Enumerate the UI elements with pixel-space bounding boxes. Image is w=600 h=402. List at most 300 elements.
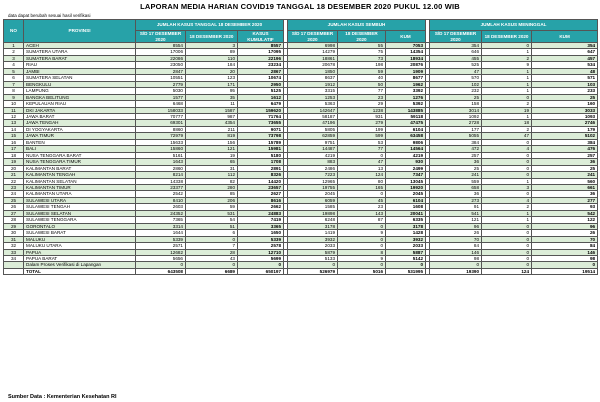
table-cell: NUSA TENGGARA TIMUR xyxy=(24,159,136,165)
table-cell: 22196 xyxy=(238,55,284,61)
table-cell: 34 xyxy=(4,255,24,261)
table-cell: 59 xyxy=(338,68,386,74)
table-cell: 14279 xyxy=(288,49,338,55)
table-cell: 2 xyxy=(482,101,532,107)
table-cell: 2779 xyxy=(136,81,186,87)
table-cell: 20678 xyxy=(288,62,338,68)
table-cell: 22 xyxy=(4,178,24,184)
table-cell: 0 xyxy=(136,262,186,268)
table-cell: 8410 xyxy=(136,197,186,203)
table-cell: 5125 xyxy=(238,88,284,94)
table-cell: 9751 xyxy=(288,139,338,145)
table-cell: 71764 xyxy=(238,113,284,119)
table-cell: 19514 xyxy=(532,268,598,274)
table-cell: 12682 xyxy=(136,249,186,255)
table-cell: SULAWESI TENGGARA xyxy=(24,217,136,223)
table-cell: KEPULAUAN RIAU xyxy=(24,101,136,107)
table-cell: 121 xyxy=(430,217,482,223)
table-cell: 23 xyxy=(338,204,386,210)
table-cell: BANGKA BELITUNG xyxy=(24,94,136,100)
table-cell: 47 xyxy=(482,133,532,139)
table-cell: 1253 xyxy=(288,94,338,100)
table-cell: 15981 xyxy=(238,146,284,152)
table-cell: 658 xyxy=(430,184,482,190)
table-cell: 3 xyxy=(4,55,24,61)
table-cell: 257 xyxy=(430,152,482,158)
table-cell: 5699 xyxy=(238,255,284,261)
table-cell: 930 xyxy=(386,159,426,165)
table-cell: 1 xyxy=(482,178,532,184)
table-cell: 124 xyxy=(338,172,386,178)
table-cell: 1 xyxy=(482,75,532,81)
table-cell: 8677 xyxy=(386,75,426,81)
table-cell: 23377 xyxy=(136,184,186,190)
table-cell: 82 xyxy=(186,178,238,184)
table-cell: KALIMANTAN TENGAH xyxy=(24,172,136,178)
table-cell: 0 xyxy=(338,243,386,249)
table-cell: 6335 xyxy=(386,217,426,223)
table-cell: 1092 xyxy=(430,113,482,119)
table-cell: 77 xyxy=(338,146,386,152)
table-cell: 3178 xyxy=(386,223,426,229)
table-cell: 0 xyxy=(482,262,532,268)
table-cell: 0 xyxy=(482,255,532,261)
table-cell: 0 xyxy=(186,236,238,242)
table-cell: 1 xyxy=(482,88,532,94)
table-cell: 354 xyxy=(532,43,598,49)
table-cell: SULAWESI SELATAN xyxy=(24,210,136,216)
table-cell: 23234 xyxy=(238,62,284,68)
table-cell: 6 xyxy=(4,75,24,81)
table-cell: 47475 xyxy=(386,120,426,126)
table-cell: 0 xyxy=(338,191,386,197)
table-cell: 6104 xyxy=(386,197,426,203)
table-cell: 17095 xyxy=(238,49,284,55)
table-cell: 206 xyxy=(186,197,238,203)
table-cell: 8860 xyxy=(136,126,186,132)
table-cell: 1577 xyxy=(136,94,186,100)
table-cell: 7365 xyxy=(136,217,186,223)
data-source: Sumber Data : Kementerian Kesehatan RI xyxy=(8,394,117,400)
table-cell: 171 xyxy=(186,81,238,87)
table-cell: BALI xyxy=(24,146,136,152)
table-cell: 6 xyxy=(186,230,238,236)
table-cell: 3314 xyxy=(136,223,186,229)
table-cell: 158033 xyxy=(136,107,186,113)
table-cell: PAPUA xyxy=(24,249,136,255)
header-group-kasus: JUMLAH KASUS TANGGAL 18 DESEMBER 2020 xyxy=(136,20,284,31)
table-cell: 2627 xyxy=(238,191,284,197)
header-sembuh-s17: S/D 17 DESEMBER 2020 xyxy=(288,31,338,43)
table-cell: 4219 xyxy=(288,152,338,158)
table-cell: 0 xyxy=(482,152,532,158)
table-cell: 89 xyxy=(186,49,238,55)
table-cell: 987 xyxy=(186,113,238,119)
table-cell: 1912 xyxy=(288,81,338,87)
table-cell: 146 xyxy=(430,249,482,255)
table-cell: 457 xyxy=(532,55,598,61)
table-cell: 36 xyxy=(430,191,482,197)
table-cell: RIAU xyxy=(24,62,136,68)
table-cell: 8214 xyxy=(136,172,186,178)
table-cell: 20041 xyxy=(386,210,426,216)
table-cell: 77 xyxy=(338,88,386,94)
table-cell: 280 xyxy=(186,184,238,190)
table-cell: 33 xyxy=(4,249,24,255)
table-cell: 541 xyxy=(430,210,482,216)
table-cell: 3315 xyxy=(288,88,338,94)
table-cell: 3 xyxy=(186,43,238,49)
table-cell: 177 xyxy=(430,126,482,132)
table-cell: 19 xyxy=(4,159,24,165)
table-cell: 48 xyxy=(532,68,598,74)
table-cell: 165 xyxy=(338,184,386,190)
table-cell: 0 xyxy=(482,172,532,178)
table-cell: 1643 xyxy=(136,159,186,165)
table-cell: 5887 xyxy=(386,249,426,255)
table-cell: 0 xyxy=(482,165,532,171)
table-cell: 2486 xyxy=(288,165,338,171)
header-group-meninggal: JUMLAH KASUS MENINGGAL xyxy=(430,20,598,31)
table-cell: 6998 xyxy=(288,43,338,49)
table-cell: 73655 xyxy=(238,120,284,126)
table-body xyxy=(4,43,598,275)
table-cell xyxy=(4,268,24,274)
table-cell: SULAWESI BARAT xyxy=(24,230,136,236)
table-cell: 18934 xyxy=(386,55,426,61)
table-cell: 69301 xyxy=(136,120,186,126)
table-cell: 257 xyxy=(532,152,598,158)
header-kasus-kumulatif: KASUS KUMULATIF xyxy=(238,31,284,43)
table-cell: 2 xyxy=(482,204,532,210)
table-cell: BANTEN xyxy=(24,139,136,145)
table-cell: 4 xyxy=(4,62,24,68)
table-cell: 19898 xyxy=(288,210,338,216)
table-cell: 36 xyxy=(430,159,482,165)
table-cell: PAPUA BARAT xyxy=(24,255,136,261)
table-cell: DKI JAKARTA xyxy=(24,107,136,113)
table-cell: 19920 xyxy=(386,184,426,190)
table-cell: 62859 xyxy=(288,133,338,139)
table-cell: 6468 xyxy=(136,101,186,107)
table-cell: 98 xyxy=(430,255,482,261)
table-cell: 146 xyxy=(532,249,598,255)
table-cell: 0 xyxy=(338,152,386,158)
table-cell: SUMATERA BARAT xyxy=(24,55,136,61)
table-cell: 8554 xyxy=(136,43,186,49)
table-cell: 19 xyxy=(186,152,238,158)
header-meninggal-s17: S/D 17 DESEMBER 2020 xyxy=(430,31,482,43)
table-cell: 5133 xyxy=(288,255,338,261)
table-cell: 5879 xyxy=(288,249,338,255)
table-cell: 526979 xyxy=(288,268,338,274)
table-cell: 10551 xyxy=(136,75,186,81)
table-cell: 241 xyxy=(430,172,482,178)
table-cell: KALIMANTAN TIMUR xyxy=(24,184,136,190)
table-cell: 3932 xyxy=(386,236,426,242)
table-cell: 1093 xyxy=(532,113,598,119)
table-cell: KALIMANTAN UTARA xyxy=(24,191,136,197)
table-cell: 2033 xyxy=(386,243,426,249)
table-cell: 1644 xyxy=(136,230,186,236)
table-cell: SULAWESI UTARA xyxy=(24,197,136,203)
table-cell: 0 xyxy=(482,191,532,197)
table-cell: 26 xyxy=(532,230,598,236)
header-sembuh-18: 18 DESEMBER 2020 xyxy=(338,31,386,43)
header-provinsi: PROVINSI xyxy=(24,20,136,43)
table-cell: 47 xyxy=(338,159,386,165)
table-cell: 599 xyxy=(338,133,386,139)
table-cell: 31 xyxy=(4,236,24,242)
table-cell: 55 xyxy=(338,43,386,49)
table-cell: 3365 xyxy=(238,223,284,229)
table-cell: 21 xyxy=(4,172,24,178)
table-cell: 5656 xyxy=(136,255,186,261)
table-cell: 15 xyxy=(4,133,24,139)
table-cell: 8326 xyxy=(238,172,284,178)
table-cell: GORONTALO xyxy=(24,223,136,229)
table-cell: 123 xyxy=(186,75,238,81)
table-cell: 20876 xyxy=(386,62,426,68)
table-cell: 211 xyxy=(186,126,238,132)
table-cell: 13 xyxy=(338,165,386,171)
table-cell: 15789 xyxy=(238,139,284,145)
table-cell: 570 xyxy=(430,75,482,81)
table-cell: LAMPUNG xyxy=(24,88,136,94)
table-cell: 8 xyxy=(338,249,386,255)
table-cell: 0 xyxy=(386,262,426,268)
table-cell: 931 xyxy=(338,113,386,119)
table-cell: 1909 xyxy=(386,68,426,74)
table-cell: 0 xyxy=(482,236,532,242)
table-cell: Dalam Proses Verifikasi di Lapangan xyxy=(24,262,136,268)
table-cell: 54 xyxy=(186,217,238,223)
table-cell: 2542 xyxy=(136,191,186,197)
table-cell: 2499 xyxy=(386,165,426,171)
table-cell: 0 xyxy=(482,243,532,249)
table-cell: 5030 xyxy=(136,88,186,94)
table-cell: 0 xyxy=(482,249,532,255)
table-cell: 70777 xyxy=(136,113,186,119)
table-cell: 1708 xyxy=(238,159,284,165)
table-cell: 3014 xyxy=(430,107,482,113)
table-cell: 22086 xyxy=(136,55,186,61)
table-cell: 51 xyxy=(186,223,238,229)
table-cell: 7223 xyxy=(288,172,338,178)
table-cell: 3178 xyxy=(288,223,338,229)
table-cell: 70 xyxy=(430,236,482,242)
table-cell: 0 xyxy=(238,262,284,268)
table-cell: 5392 xyxy=(386,101,426,107)
table-cell: 25 xyxy=(532,94,598,100)
table-cell: 158 xyxy=(430,101,482,107)
table-cell: 0 xyxy=(288,262,338,268)
table-cell: 156 xyxy=(186,139,238,145)
table-cell: 273 xyxy=(430,197,482,203)
table-cell: 5161 xyxy=(136,152,186,158)
table-cell: 20 xyxy=(4,165,24,171)
table-cell: 13 xyxy=(4,120,24,126)
table-cell: 96 xyxy=(532,223,598,229)
header-kasus-s17: S/D 17 DESEMBER 2020 xyxy=(136,31,186,43)
total-row xyxy=(4,268,598,274)
table-cell: 5180 xyxy=(238,152,284,158)
table-cell: 10 xyxy=(4,101,24,107)
table-cell: JAWA TENGAH xyxy=(24,120,136,126)
table-cell: 531995 xyxy=(386,268,426,274)
table-cell: 23 xyxy=(4,184,24,190)
table-cell: 5102 xyxy=(532,133,598,139)
table-cell: 2 xyxy=(4,49,24,55)
table-cell: 28 xyxy=(4,217,24,223)
table-cell: 25 xyxy=(4,197,24,203)
table-cell: 0 xyxy=(482,94,532,100)
covid-data-table xyxy=(3,19,598,275)
table-cell: 1428 xyxy=(386,230,426,236)
table-cell: 91 xyxy=(430,204,482,210)
table-cell: 17 xyxy=(4,146,24,152)
header-no: NO xyxy=(4,20,24,43)
table-cell: 112 xyxy=(186,172,238,178)
table-cell: 7419 xyxy=(238,217,284,223)
table-cell: DI YOGYAKARTA xyxy=(24,126,136,132)
table-cell: 7 xyxy=(4,81,24,87)
table-cell: 5805 xyxy=(288,126,338,132)
table-cell: 542 xyxy=(532,210,598,216)
table-cell: 3033 xyxy=(532,107,598,113)
table-cell: 2578 xyxy=(238,243,284,249)
table-cell: 198 xyxy=(338,62,386,68)
table-cell: 14338 xyxy=(136,178,186,184)
table-cell: 160 xyxy=(532,101,598,107)
table-cell: 14354 xyxy=(386,49,426,55)
table-cell: 19755 xyxy=(288,184,338,190)
table-cell: NUSA TENGGARA BARAT xyxy=(24,152,136,158)
table-cell: 8 xyxy=(4,88,24,94)
table-cell: 819 xyxy=(186,133,238,139)
table-cell: 7053 xyxy=(386,43,426,49)
table-cell: 1 xyxy=(482,49,532,55)
table-cell: 1419 xyxy=(288,230,338,236)
table-cell: 11 xyxy=(4,107,24,113)
table-cell: 6248 xyxy=(288,217,338,223)
table-cell: 28 xyxy=(186,249,238,255)
table-cell: 32 xyxy=(4,243,24,249)
table-cell: 14 xyxy=(4,126,24,132)
table-cell: 159620 xyxy=(238,107,284,113)
table-cell: 96 xyxy=(430,223,482,229)
table-cell: 7 xyxy=(186,243,238,249)
table-cell: 6689 xyxy=(186,268,238,274)
table-cell: 9 xyxy=(338,230,386,236)
table-cell: 98 xyxy=(532,255,598,261)
table-cell: 571 xyxy=(532,75,598,81)
table-cell: KALIMANTAN BARAT xyxy=(24,165,136,171)
table-cell: 122 xyxy=(532,217,598,223)
table-cell: 384 xyxy=(532,139,598,145)
table-cell: 883 xyxy=(288,159,338,165)
table-cell: 2045 xyxy=(288,191,338,197)
table-cell: 95 xyxy=(186,88,238,94)
table-cell: 53 xyxy=(338,139,386,145)
report-title: LAPORAN MEDIA HARIAN COVID19 TANGGAL 18 DESEMBER 2020 PUKUL 12.00 WIB xyxy=(140,2,460,11)
table-cell: SUMATERA SELATAN xyxy=(24,75,136,81)
table-cell: TOTAL xyxy=(24,268,136,274)
table-cell: 384 xyxy=(430,139,482,145)
table-cell: 9 xyxy=(482,62,532,68)
table-cell: 1612 xyxy=(238,94,284,100)
table-cell: 142647 xyxy=(288,107,338,113)
table-cell: 29 xyxy=(338,101,386,107)
table-cell: JAWA BARAT xyxy=(24,113,136,119)
table-cell: 2045 xyxy=(386,191,426,197)
table-cell: 5339 xyxy=(136,236,186,242)
table-cell: 26 xyxy=(4,204,24,210)
table-cell: 1587 xyxy=(186,107,238,113)
table-cell: 143885 xyxy=(386,107,426,113)
table-cell: 0 xyxy=(482,139,532,145)
table-cell: 124 xyxy=(482,268,532,274)
table-cell: 15860 xyxy=(136,146,186,152)
table-cell: 531 xyxy=(186,210,238,216)
table-cell: 2662 xyxy=(238,204,284,210)
table-cell: 36 xyxy=(532,159,598,165)
table-cell: 2 xyxy=(482,126,532,132)
table-cell: 8616 xyxy=(238,197,284,203)
table-cell: 1962 xyxy=(386,81,426,87)
table-cell: 73 xyxy=(338,55,386,61)
table-cell: 1 xyxy=(4,43,24,49)
table-cell: 7347 xyxy=(386,172,426,178)
table-cell: 84 xyxy=(430,243,482,249)
table-cell: 11 xyxy=(186,101,238,107)
table-cell: 6059 xyxy=(288,197,338,203)
table-cell: 5363 xyxy=(288,101,338,107)
table-cell: 233 xyxy=(532,88,598,94)
table-cell: 8557 xyxy=(238,43,284,49)
table-cell: 1 xyxy=(482,81,532,87)
table-cell: 5142 xyxy=(386,255,426,261)
table-cell: KALIMANTAN SELATAN xyxy=(24,178,136,184)
table-cell: 9806 xyxy=(386,139,426,145)
table-cell: 179 xyxy=(532,126,598,132)
table-cell: 5 xyxy=(4,68,24,74)
table-cell: 30 xyxy=(4,230,24,236)
table-cell: 18861 xyxy=(288,55,338,61)
table-cell: 23050 xyxy=(136,62,186,68)
table-cell: 277 xyxy=(532,197,598,203)
table-cell: 0 xyxy=(482,230,532,236)
table-cell: 45 xyxy=(338,197,386,203)
table-cell: 25 xyxy=(430,94,482,100)
table-cell: 15633 xyxy=(136,139,186,145)
table-cell: 102 xyxy=(430,81,482,87)
table-cell: 647 xyxy=(532,49,598,55)
table-cell: 650197 xyxy=(238,268,284,274)
table-cell: 2950 xyxy=(238,81,284,87)
table-cell: ACEH xyxy=(24,43,136,49)
table-cell: 43 xyxy=(186,255,238,261)
table-cell: 16 xyxy=(4,139,24,145)
table-cell: 2603 xyxy=(136,204,186,210)
table-cell: 199 xyxy=(338,126,386,132)
table-cell: 476 xyxy=(532,146,598,152)
table-cell: 1 xyxy=(482,210,532,216)
table-cell: 279 xyxy=(338,120,386,126)
table-cell: 20 xyxy=(186,68,238,74)
header-meninggal-18: 18 DESEMBER 2020 xyxy=(482,31,532,43)
table-cell: 24 xyxy=(4,191,24,197)
